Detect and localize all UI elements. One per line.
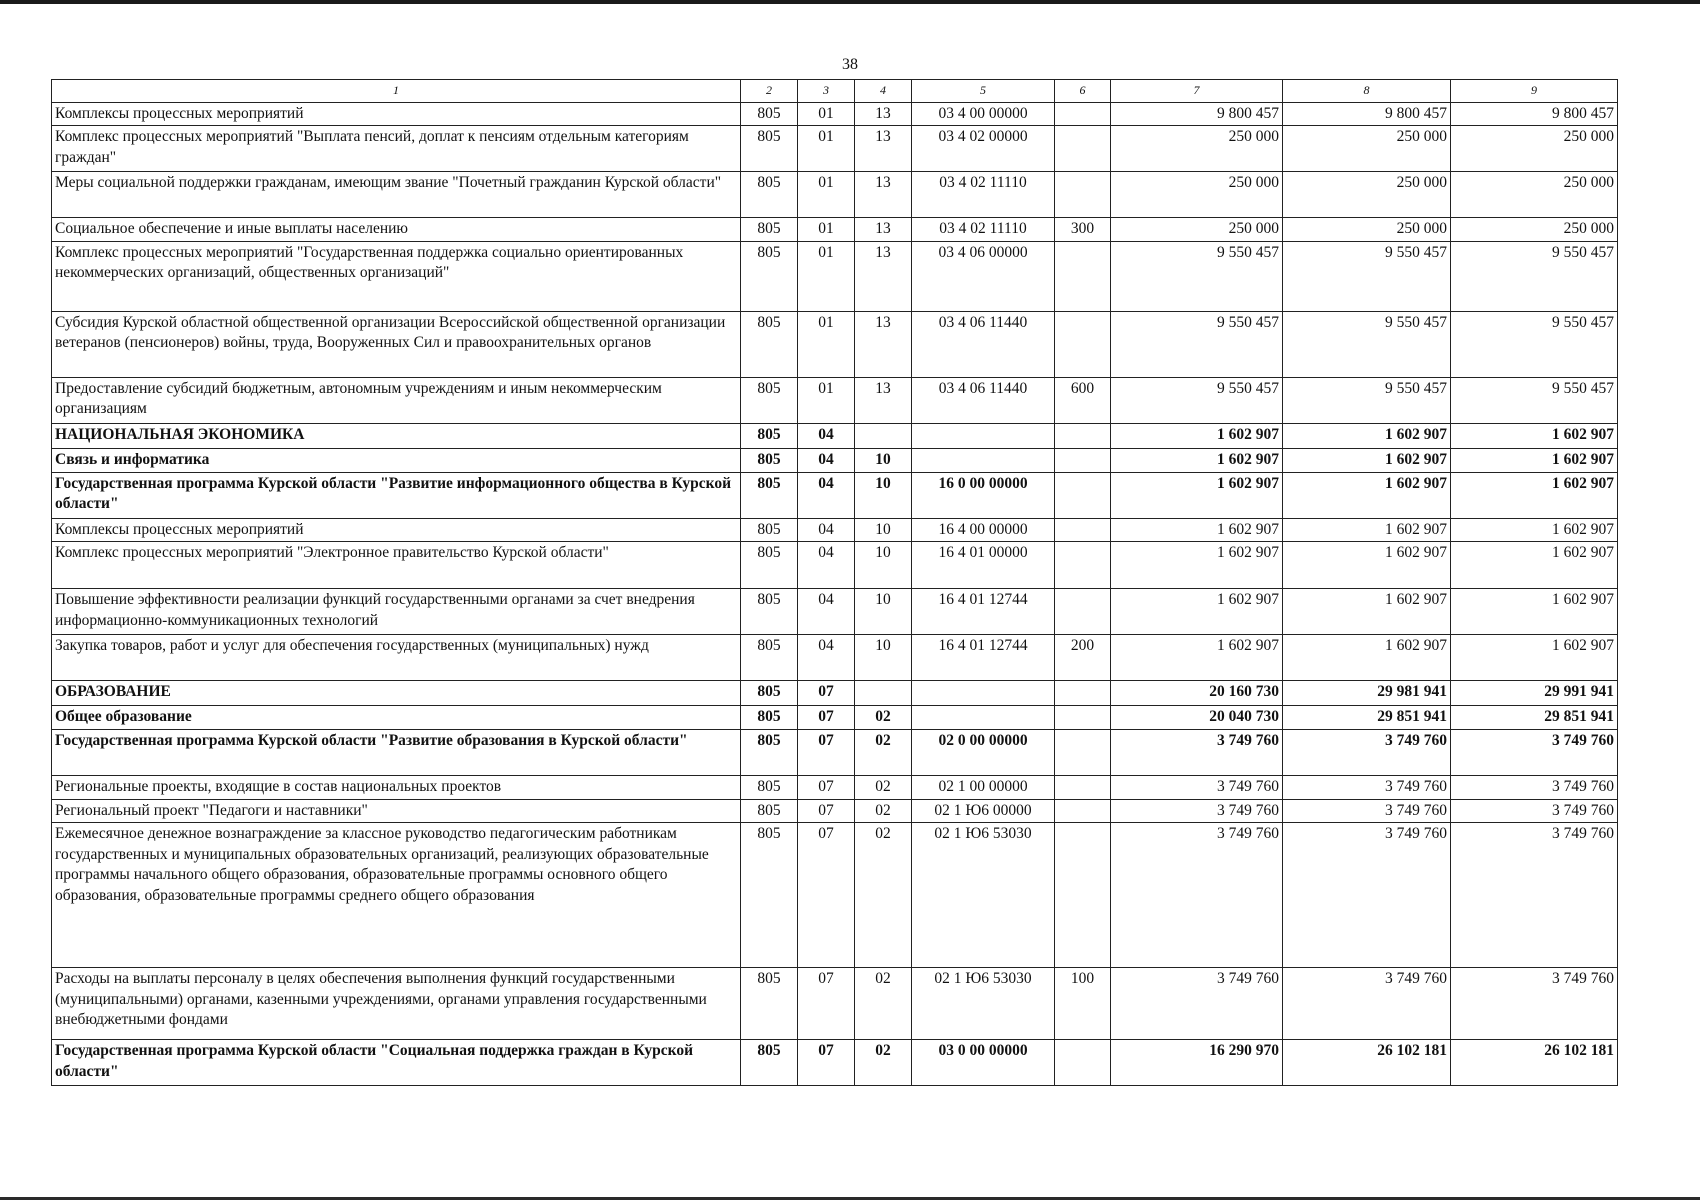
- cell-code-3: 01: [798, 377, 855, 423]
- cell-code-6: [1055, 423, 1111, 448]
- cell-code-3: 07: [798, 1040, 855, 1086]
- row-name: Ежемесячное денежное вознаграждение за классное руководство педагогическим работникам государственных и муниципальных образовательных организаций, реализующих образовательные программы начального общего образования, образовательные программы основного общего образования, образовательные программы среднего общего образования: [52, 823, 741, 968]
- cell-code-4: 13: [855, 126, 912, 172]
- table-row: [52, 706, 1618, 730]
- cell-amount-9: 1 602 907: [1451, 423, 1618, 448]
- cell-code-4: 13: [855, 377, 912, 423]
- row-name: Государственная программа Курской области "Развитие образования в Курской области": [52, 730, 741, 776]
- cell-amount-9: 26 102 181: [1451, 1040, 1618, 1086]
- cell-amount-7: 250 000: [1111, 218, 1283, 241]
- cell-code-2: 805: [741, 103, 798, 126]
- cell-code-6: [1055, 799, 1111, 822]
- table-row: [52, 635, 1618, 681]
- cell-amount-9: 1 602 907: [1451, 589, 1618, 635]
- scan-edge-top: [0, 0, 1700, 4]
- cell-amount-8: 3 749 760: [1283, 776, 1451, 799]
- cell-amount-7: 9 550 457: [1111, 311, 1283, 377]
- cell-code-2: 805: [741, 635, 798, 681]
- cell-code-5: 03 4 02 00000: [912, 126, 1055, 172]
- cell-amount-9: 3 749 760: [1451, 730, 1618, 776]
- cell-code-3: 07: [798, 681, 855, 706]
- row-name: Связь и информатика: [52, 448, 741, 472]
- cell-code-3: 07: [798, 776, 855, 799]
- row-name: Социальное обеспечение и иные выплаты населению: [52, 218, 741, 241]
- cell-code-5: [912, 448, 1055, 472]
- cell-amount-9: 1 602 907: [1451, 472, 1618, 518]
- cell-amount-8: 3 749 760: [1283, 730, 1451, 776]
- cell-amount-8: 9 550 457: [1283, 241, 1451, 311]
- row-name: Предоставление субсидий бюджетным, автономным учреждениям и иным некоммерческим организациям: [52, 377, 741, 423]
- cell-code-5: 02 0 00 00000: [912, 730, 1055, 776]
- cell-code-2: 805: [741, 241, 798, 311]
- cell-code-2: 805: [741, 377, 798, 423]
- cell-code-3: 04: [798, 518, 855, 541]
- cell-code-2: 805: [741, 968, 798, 1040]
- column-header: 4: [855, 80, 912, 103]
- cell-code-6: [1055, 518, 1111, 541]
- cell-code-5: 02 1 Ю6 53030: [912, 823, 1055, 968]
- table-row: [52, 776, 1618, 799]
- cell-code-4: 13: [855, 103, 912, 126]
- row-name: Государственная программа Курской области "Развитие информационного общества в Курской области": [52, 472, 741, 518]
- column-header: 2: [741, 80, 798, 103]
- row-name: Комплекс процессных мероприятий "Электронное правительство Курской области": [52, 542, 741, 589]
- cell-code-3: 01: [798, 218, 855, 241]
- cell-code-2: 805: [741, 172, 798, 218]
- cell-code-5: 16 4 01 12744: [912, 635, 1055, 681]
- row-name: Региональные проекты, входящие в состав национальных проектов: [52, 776, 741, 799]
- cell-amount-7: 1 602 907: [1111, 423, 1283, 448]
- cell-amount-9: 29 991 941: [1451, 681, 1618, 706]
- cell-code-4: 10: [855, 472, 912, 518]
- cell-amount-8: 3 749 760: [1283, 968, 1451, 1040]
- cell-amount-7: 20 040 730: [1111, 706, 1283, 730]
- cell-code-3: 01: [798, 126, 855, 172]
- cell-amount-8: 29 981 941: [1283, 681, 1451, 706]
- cell-amount-9: 3 749 760: [1451, 799, 1618, 822]
- table-row: [52, 589, 1618, 635]
- column-header: 8: [1283, 80, 1451, 103]
- cell-code-5: 16 4 00 00000: [912, 518, 1055, 541]
- cell-code-5: 03 4 02 11110: [912, 218, 1055, 241]
- cell-amount-8: 1 602 907: [1283, 423, 1451, 448]
- cell-code-2: 805: [741, 1040, 798, 1086]
- cell-code-5: [912, 423, 1055, 448]
- cell-code-5: 03 4 00 00000: [912, 103, 1055, 126]
- cell-amount-9: 3 749 760: [1451, 968, 1618, 1040]
- table-row: [52, 542, 1618, 589]
- cell-code-2: 805: [741, 730, 798, 776]
- cell-code-2: 805: [741, 518, 798, 541]
- table-row: [52, 218, 1618, 241]
- cell-code-3: 01: [798, 311, 855, 377]
- cell-amount-8: 250 000: [1283, 126, 1451, 172]
- cell-code-5: 03 4 06 11440: [912, 377, 1055, 423]
- cell-code-2: 805: [741, 823, 798, 968]
- cell-amount-7: 3 749 760: [1111, 968, 1283, 1040]
- row-name: Комплекс процессных мероприятий "Выплата пенсий, доплат к пенсиям отдельным категориям граждан": [52, 126, 741, 172]
- cell-amount-9: 9 550 457: [1451, 241, 1618, 311]
- cell-code-6: [1055, 172, 1111, 218]
- table-row: [52, 799, 1618, 822]
- cell-code-3: 07: [798, 968, 855, 1040]
- cell-code-5: 03 4 06 00000: [912, 241, 1055, 311]
- cell-amount-9: 29 851 941: [1451, 706, 1618, 730]
- table-row: [52, 968, 1618, 1040]
- cell-code-5: 03 4 02 11110: [912, 172, 1055, 218]
- table-row: [52, 823, 1618, 968]
- cell-amount-8: 1 602 907: [1283, 589, 1451, 635]
- cell-amount-9: 9 550 457: [1451, 311, 1618, 377]
- cell-code-3: 01: [798, 172, 855, 218]
- row-name: НАЦИОНАЛЬНАЯ ЭКОНОМИКА: [52, 423, 741, 448]
- row-name: Общее образование: [52, 706, 741, 730]
- cell-code-3: 04: [798, 542, 855, 589]
- row-name: Комплекс процессных мероприятий "Государственная поддержка социально ориентированных некоммерческих организаций, общественных организаций": [52, 241, 741, 311]
- cell-code-3: 07: [798, 730, 855, 776]
- header-row: [52, 80, 1618, 103]
- cell-amount-7: 1 602 907: [1111, 542, 1283, 589]
- cell-code-5: 16 4 01 12744: [912, 589, 1055, 635]
- page-number: 38: [842, 56, 858, 73]
- cell-code-4: 10: [855, 448, 912, 472]
- table-row: [52, 103, 1618, 126]
- cell-code-2: 805: [741, 776, 798, 799]
- cell-amount-7: 3 749 760: [1111, 730, 1283, 776]
- cell-amount-7: 3 749 760: [1111, 799, 1283, 822]
- cell-code-3: 04: [798, 472, 855, 518]
- cell-amount-7: 250 000: [1111, 126, 1283, 172]
- table-row: [52, 172, 1618, 218]
- cell-code-6: [1055, 730, 1111, 776]
- cell-amount-9: 9 800 457: [1451, 103, 1618, 126]
- cell-amount-8: 9 800 457: [1283, 103, 1451, 126]
- cell-code-2: 805: [741, 311, 798, 377]
- cell-code-2: 805: [741, 681, 798, 706]
- cell-code-3: 01: [798, 241, 855, 311]
- cell-code-6: [1055, 681, 1111, 706]
- cell-amount-9: 1 602 907: [1451, 518, 1618, 541]
- cell-code-2: 805: [741, 448, 798, 472]
- cell-amount-9: 3 749 760: [1451, 776, 1618, 799]
- cell-code-4: 02: [855, 799, 912, 822]
- table-row: [52, 1040, 1618, 1086]
- cell-code-3: 04: [798, 635, 855, 681]
- cell-code-4: 13: [855, 311, 912, 377]
- budget-table: [51, 79, 1618, 1086]
- cell-code-2: 805: [741, 542, 798, 589]
- cell-code-3: 07: [798, 706, 855, 730]
- cell-code-4: 13: [855, 172, 912, 218]
- cell-amount-7: 16 290 970: [1111, 1040, 1283, 1086]
- cell-amount-9: 250 000: [1451, 126, 1618, 172]
- cell-code-2: 805: [741, 126, 798, 172]
- cell-code-3: 04: [798, 423, 855, 448]
- cell-code-2: 805: [741, 589, 798, 635]
- table-row: [52, 423, 1618, 448]
- column-header: 1: [52, 80, 741, 103]
- cell-amount-8: 1 602 907: [1283, 472, 1451, 518]
- cell-amount-8: 3 749 760: [1283, 823, 1451, 968]
- cell-amount-7: 9 550 457: [1111, 377, 1283, 423]
- cell-amount-7: 250 000: [1111, 172, 1283, 218]
- cell-code-6: [1055, 472, 1111, 518]
- cell-code-3: 07: [798, 823, 855, 968]
- cell-code-4: [855, 681, 912, 706]
- cell-code-4: 13: [855, 218, 912, 241]
- cell-amount-8: 9 550 457: [1283, 377, 1451, 423]
- cell-amount-9: 1 602 907: [1451, 542, 1618, 589]
- cell-code-3: 04: [798, 589, 855, 635]
- column-header: 7: [1111, 80, 1283, 103]
- table-body: [52, 103, 1618, 1086]
- cell-code-5: [912, 706, 1055, 730]
- cell-amount-7: 1 602 907: [1111, 518, 1283, 541]
- cell-code-6: [1055, 241, 1111, 311]
- column-header: 3: [798, 80, 855, 103]
- cell-code-3: 01: [798, 103, 855, 126]
- cell-amount-8: 250 000: [1283, 172, 1451, 218]
- cell-code-6: 600: [1055, 377, 1111, 423]
- cell-amount-8: 1 602 907: [1283, 542, 1451, 589]
- cell-amount-8: 29 851 941: [1283, 706, 1451, 730]
- cell-code-6: [1055, 542, 1111, 589]
- cell-code-3: 04: [798, 448, 855, 472]
- row-name: Закупка товаров, работ и услуг для обеспечения государственных (муниципальных) нужд: [52, 635, 741, 681]
- row-name: Меры социальной поддержки гражданам, имеющим звание "Почетный гражданин Курской области": [52, 172, 741, 218]
- cell-amount-7: 3 749 760: [1111, 823, 1283, 968]
- cell-code-4: 10: [855, 542, 912, 589]
- cell-amount-7: 1 602 907: [1111, 635, 1283, 681]
- cell-code-6: [1055, 706, 1111, 730]
- cell-code-6: [1055, 823, 1111, 968]
- table-row: [52, 241, 1618, 311]
- cell-code-4: 02: [855, 776, 912, 799]
- cell-code-4: 10: [855, 635, 912, 681]
- cell-amount-8: 1 602 907: [1283, 635, 1451, 681]
- cell-code-5: [912, 681, 1055, 706]
- cell-code-4: 02: [855, 823, 912, 968]
- row-name: Региональный проект "Педагоги и наставники": [52, 799, 741, 822]
- table-row: [52, 311, 1618, 377]
- cell-amount-7: 1 602 907: [1111, 589, 1283, 635]
- cell-code-4: 02: [855, 730, 912, 776]
- table-row: [52, 126, 1618, 172]
- cell-amount-8: 1 602 907: [1283, 448, 1451, 472]
- cell-amount-8: 1 602 907: [1283, 518, 1451, 541]
- cell-code-4: 10: [855, 518, 912, 541]
- table-row: [52, 730, 1618, 776]
- table-row: [52, 472, 1618, 518]
- column-header: 5: [912, 80, 1055, 103]
- cell-amount-8: 9 550 457: [1283, 311, 1451, 377]
- cell-code-4: 13: [855, 241, 912, 311]
- cell-code-4: [855, 423, 912, 448]
- cell-amount-7: 1 602 907: [1111, 448, 1283, 472]
- cell-code-6: 200: [1055, 635, 1111, 681]
- cell-code-6: [1055, 311, 1111, 377]
- cell-amount-9: 1 602 907: [1451, 635, 1618, 681]
- cell-code-5: 02 1 Ю6 53030: [912, 968, 1055, 1040]
- cell-amount-8: 3 749 760: [1283, 799, 1451, 822]
- row-name: Повышение эффективности реализации функций государственными органами за счет внедрения информационно-коммуникационных технологий: [52, 589, 741, 635]
- cell-code-2: 805: [741, 218, 798, 241]
- cell-code-2: 805: [741, 706, 798, 730]
- row-name: Расходы на выплаты персоналу в целях обеспечения выполнения функций государственными (муниципальными) органами, казенными учреждениями, органами управления государственными внебюджетными фондами: [52, 968, 741, 1040]
- cell-code-5: 03 4 06 11440: [912, 311, 1055, 377]
- cell-code-6: [1055, 589, 1111, 635]
- cell-amount-8: 250 000: [1283, 218, 1451, 241]
- cell-amount-9: 250 000: [1451, 172, 1618, 218]
- cell-amount-9: 250 000: [1451, 218, 1618, 241]
- row-name: Государственная программа Курской области "Социальная поддержка граждан в Курской области": [52, 1040, 741, 1086]
- cell-code-6: [1055, 448, 1111, 472]
- cell-amount-7: 1 602 907: [1111, 472, 1283, 518]
- cell-code-6: [1055, 126, 1111, 172]
- cell-code-4: 02: [855, 706, 912, 730]
- cell-code-3: 07: [798, 799, 855, 822]
- table-row: [52, 377, 1618, 423]
- cell-code-6: [1055, 776, 1111, 799]
- cell-code-2: 805: [741, 423, 798, 448]
- cell-code-4: 10: [855, 589, 912, 635]
- table-row: [52, 681, 1618, 706]
- row-name: ОБРАЗОВАНИЕ: [52, 681, 741, 706]
- cell-code-2: 805: [741, 799, 798, 822]
- cell-code-6: [1055, 1040, 1111, 1086]
- cell-amount-7: 20 160 730: [1111, 681, 1283, 706]
- cell-amount-9: 1 602 907: [1451, 448, 1618, 472]
- column-header: 9: [1451, 80, 1618, 103]
- cell-code-4: 02: [855, 968, 912, 1040]
- cell-code-5: 03 0 00 00000: [912, 1040, 1055, 1086]
- cell-code-5: 16 0 00 00000: [912, 472, 1055, 518]
- cell-code-5: 16 4 01 00000: [912, 542, 1055, 589]
- cell-code-2: 805: [741, 472, 798, 518]
- row-name: Субсидия Курской областной общественной организации Всероссийской общественной организации ветеранов (пенсионеров) войны, труда, Вооруженных Сил и правоохранительных органов: [52, 311, 741, 377]
- cell-code-5: 02 1 00 00000: [912, 776, 1055, 799]
- row-name: Комплексы процессных мероприятий: [52, 103, 741, 126]
- cell-amount-8: 26 102 181: [1283, 1040, 1451, 1086]
- cell-amount-9: 9 550 457: [1451, 377, 1618, 423]
- cell-code-5: 02 1 Ю6 00000: [912, 799, 1055, 822]
- column-header: 6: [1055, 80, 1111, 103]
- cell-amount-7: 9 550 457: [1111, 241, 1283, 311]
- cell-amount-7: 9 800 457: [1111, 103, 1283, 126]
- table-row: [52, 448, 1618, 472]
- cell-amount-9: 3 749 760: [1451, 823, 1618, 968]
- cell-code-6: 100: [1055, 968, 1111, 1040]
- cell-amount-7: 3 749 760: [1111, 776, 1283, 799]
- row-name: Комплексы процессных мероприятий: [52, 518, 741, 541]
- cell-code-6: 300: [1055, 218, 1111, 241]
- table-row: [52, 518, 1618, 541]
- cell-code-4: 02: [855, 1040, 912, 1086]
- cell-code-6: [1055, 103, 1111, 126]
